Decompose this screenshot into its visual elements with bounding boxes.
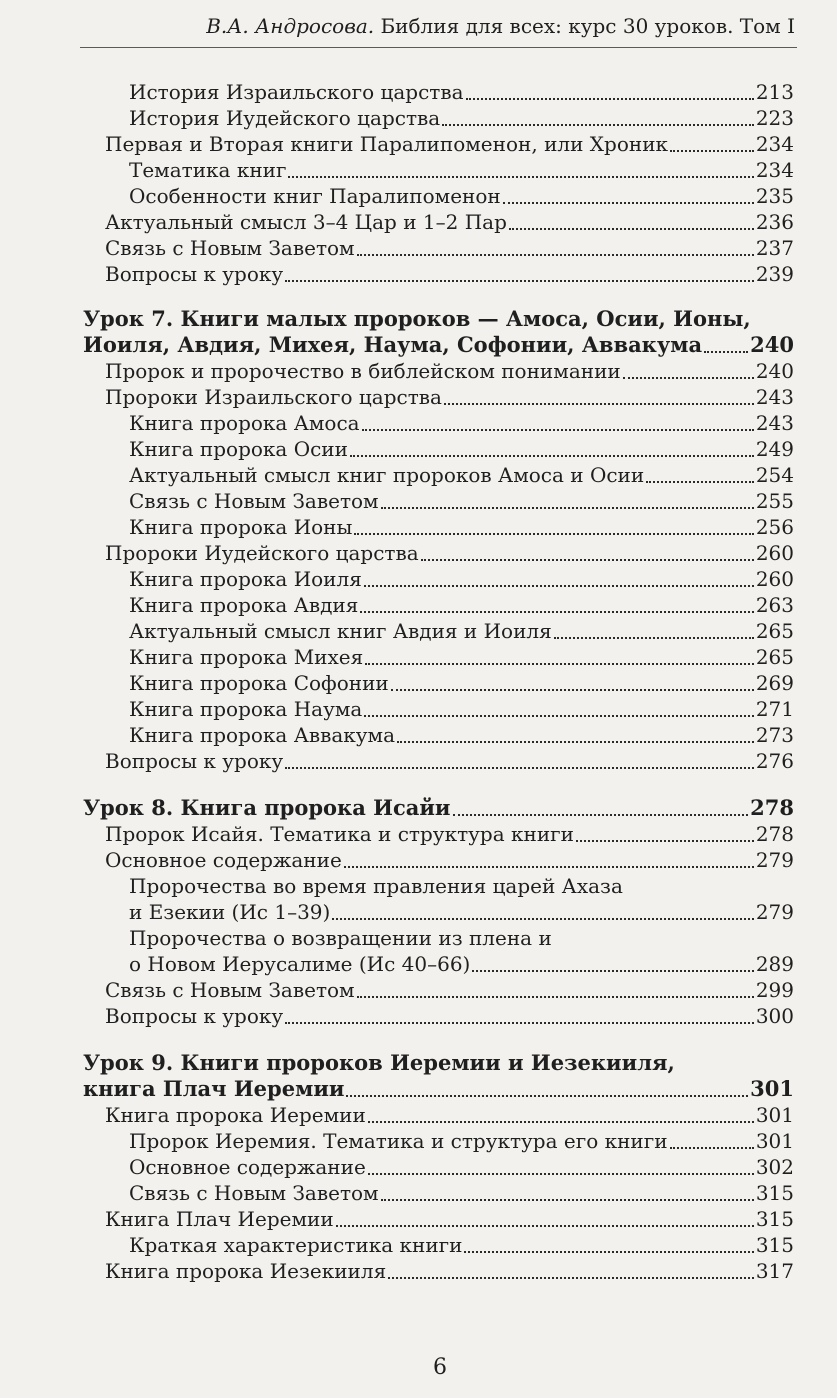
toc-entry: Связь с Новым Заветом 237 <box>105 236 794 260</box>
toc-entry: Основное содержание 279 <box>105 848 794 872</box>
toc-entry: и Езекии (Ис 1–39) 279 <box>129 900 794 924</box>
toc-entry: Книга пророка Наума 271 <box>129 697 794 721</box>
toc-entry: Вопросы к уроку 239 <box>105 262 794 286</box>
page-number: 6 <box>433 1355 447 1380</box>
toc-entry: Книга пророка Ионы 256 <box>129 515 794 539</box>
toc-entry: Пророк Иеремия. Тематика и структура его книги 301 <box>129 1129 794 1153</box>
toc-entry: Книга пророка Иезекииля 317 <box>105 1259 794 1283</box>
toc-lesson-entry: книга Плач Иеремии 301 <box>83 1076 794 1101</box>
toc-entry: Связь с Новым Заветом 315 <box>129 1181 794 1205</box>
toc-entry: Актуальный смысл 3–4 Цар и 1–2 Пар 236 <box>105 210 794 234</box>
toc-entry: Книга пророка Михея 265 <box>129 645 794 669</box>
toc-entry: Пророк Исайя. Тематика и структура книги 278 <box>105 822 794 846</box>
toc-entry: Тематика книг 234 <box>129 158 794 182</box>
toc-entry-line1: Пророчества о возвращении из плена и <box>129 926 552 950</box>
toc-entry: Книга пророка Иоиля 260 <box>129 567 794 591</box>
toc-entry: Книга пророка Амоса 243 <box>129 411 794 435</box>
header-rule <box>80 47 797 48</box>
toc-entry: о Новом Иерусалиме (Ис 40–66) 289 <box>129 952 794 976</box>
toc-entry: Актуальный смысл книг пророков Амоса и Осии 254 <box>129 463 794 487</box>
toc-entry: Книга пророка Авдия 263 <box>129 593 794 617</box>
header-title: Библия для всех: курс 30 уроков. Том I <box>380 14 795 38</box>
running-header <box>135 14 795 50</box>
toc-entry: Особенности книг Паралипоменон 235 <box>129 184 794 208</box>
toc-entry: Пророк и пророчество в библейском понимании 240 <box>105 359 794 383</box>
toc-entry: Основное содержание 302 <box>129 1155 794 1179</box>
toc-entry: Книга Плач Иеремии 315 <box>105 1207 794 1231</box>
toc-entry: Краткая характеристика книги 315 <box>129 1233 794 1257</box>
toc-entry: Связь с Новым Заветом 299 <box>105 978 794 1002</box>
toc-entry: Книга пророка Аввакума 273 <box>129 723 794 747</box>
toc-entry: История Израильского царства 213 <box>129 80 794 104</box>
toc-entry: Пророки Израильского царства 243 <box>105 385 794 409</box>
lesson-7-title-line1: Урок 7. Книги малых пророков — Амоса, Осии, Ионы, <box>83 306 751 331</box>
toc-entry: Первая и Вторая книги Паралипоменон, или Хроник 234 <box>105 132 794 156</box>
toc-entry: Книга пророка Иеремии 301 <box>105 1103 794 1127</box>
toc-entry: История Иудейского царства 223 <box>129 106 794 130</box>
header-author: В.А. Андросова. <box>206 14 375 38</box>
toc-lesson-entry: Урок 8. Книга пророка Исайи 278 <box>83 795 794 820</box>
toc-entry: Связь с Новым Заветом 255 <box>129 489 794 513</box>
toc-entry: Пророки Иудейского царства 260 <box>105 541 794 565</box>
toc-entry-line1: Пророчества во время правления царей Ахаза <box>129 874 623 898</box>
toc-entry: Вопросы к уроку 276 <box>105 749 794 773</box>
toc-entry: Книга пророка Осии 249 <box>129 437 794 461</box>
toc-entry: Вопросы к уроку 300 <box>105 1004 794 1028</box>
toc-entry: Книга пророка Софонии 269 <box>129 671 794 695</box>
toc-entry: Актуальный смысл книг Авдия и Иоиля 265 <box>129 619 794 643</box>
lesson-9-title-line1: Урок 9. Книги пророков Иеремии и Иезекииля, <box>83 1050 675 1075</box>
toc-lesson-entry: Иоиля, Авдия, Михея, Наума, Софонии, Аввакума 240 <box>83 332 794 357</box>
